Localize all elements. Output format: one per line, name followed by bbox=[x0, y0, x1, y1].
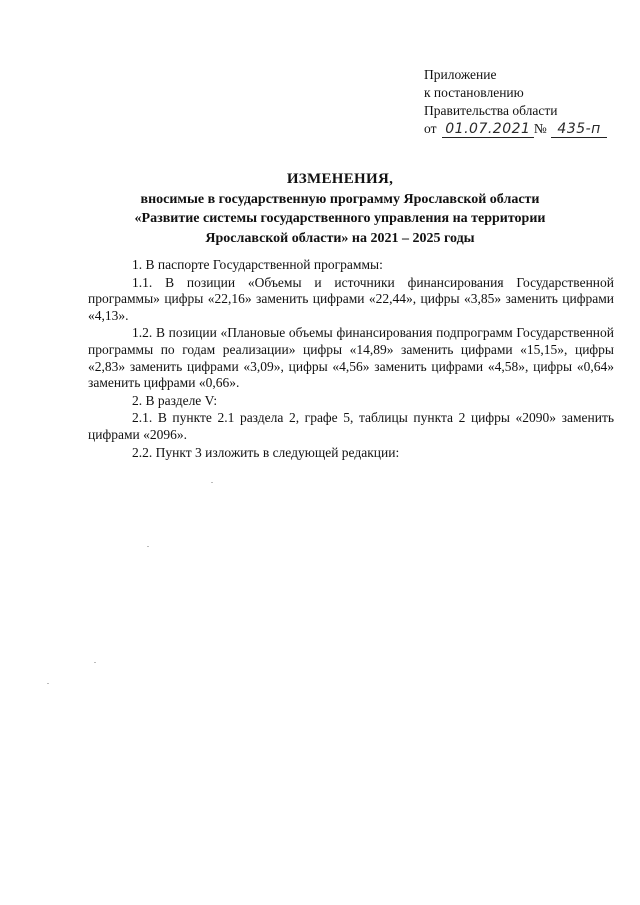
paragraph-1-1: 1.1. В позиции «Объемы и источники финансирования Государственной программы» цифры «22,16» заменить цифрами «22,44», цифры «3,85» заменить цифрами «4,13». bbox=[88, 274, 614, 323]
scan-speck bbox=[147, 546, 149, 547]
title-heading: ИЗМЕНЕНИЯ, bbox=[286, 171, 394, 187]
appendix-block bbox=[424, 66, 607, 138]
paragraph-2: 2. В разделе V: bbox=[132, 392, 218, 408]
appendix-date-number-row bbox=[424, 120, 607, 138]
number-label: № bbox=[533, 121, 547, 136]
handwritten-date: 01.07.2021 bbox=[442, 122, 534, 138]
paragraph-1-2: 1.2. В позиции «Плановые объемы финансирования подпрограмм Государственной программы по годам реализации» цифры «14,89» заменить цифрами «15,15», цифры «2,83» заменить цифрами «3,09», цифры «4,56» заменить цифрами «4,58», цифры «0,64» заменить цифрами «0,66». bbox=[88, 325, 614, 391]
appendix-line-3: Правительства области bbox=[424, 103, 558, 118]
handwritten-number: 435-п bbox=[551, 122, 607, 138]
scan-speck bbox=[211, 482, 213, 483]
appendix-line-1: Приложение bbox=[424, 67, 497, 82]
from-label: от bbox=[424, 121, 437, 136]
appendix-line-2: к постановлению bbox=[424, 85, 524, 100]
document-title bbox=[80, 170, 600, 248]
document-body bbox=[88, 257, 614, 461]
scan-speck bbox=[47, 683, 49, 684]
scan-speck bbox=[94, 662, 96, 663]
title-line-2: вносимые в государственную программу Ярославской области bbox=[140, 191, 540, 207]
title-line-4: Ярославской области» на 2021 – 2025 годы bbox=[205, 230, 475, 246]
paragraph-1: 1. В паспорте Государственной программы: bbox=[132, 257, 383, 272]
paragraph-2-1: 2.1. В пункте 2.1 раздела 2, графе 5, таблицы пункта 2 цифры «2090» заменить цифрами «2096». bbox=[88, 410, 614, 442]
paragraph-2-2: 2.2. Пункт 3 изложить в следующей редакции: bbox=[132, 444, 400, 460]
title-line-3: «Развитие системы государственного управления на территории bbox=[134, 211, 546, 226]
